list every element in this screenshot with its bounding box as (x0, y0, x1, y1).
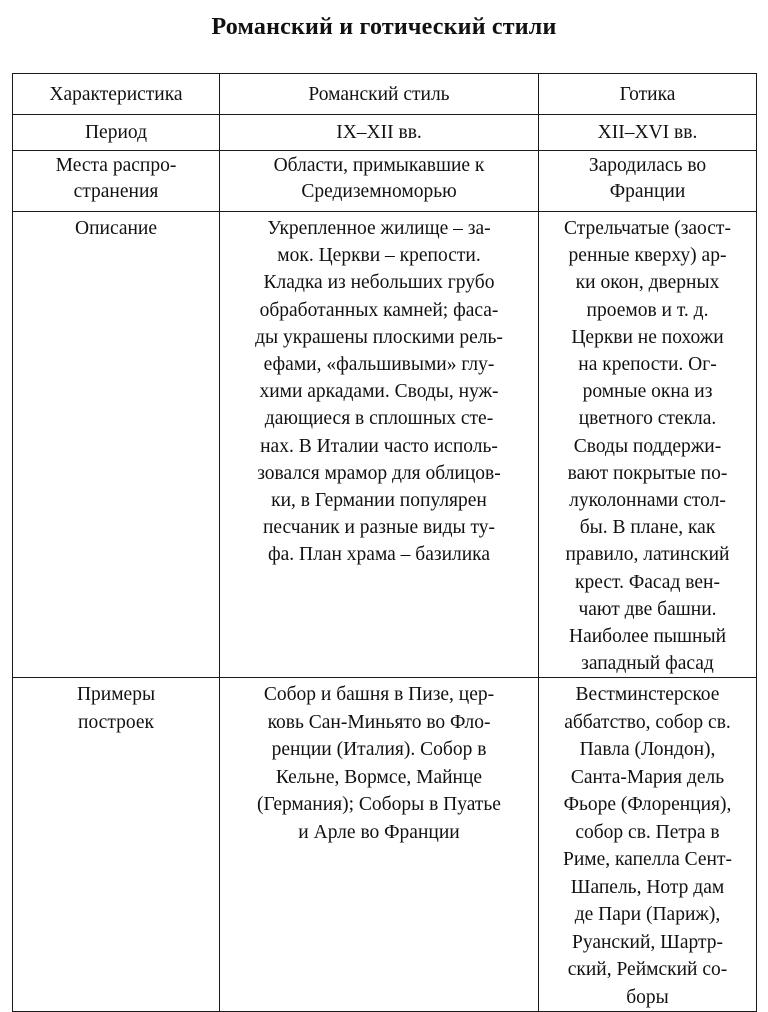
table-header-row (13, 74, 757, 115)
text-line: ромные окна из (582, 381, 713, 403)
text-line: и Арле во Франции (298, 821, 460, 843)
text-line: Наиболее пышный (568, 626, 727, 648)
text-line: ефами, «фальшивыми» глу- (263, 354, 495, 376)
description-romanesque (220, 212, 539, 678)
text-line: ренции (Италия). Собор в (271, 739, 487, 761)
text-line: крест. Фасад вен- (575, 571, 720, 593)
text-line: Риме, капелла Сент- (562, 849, 733, 871)
text-line: чают две башни. (578, 598, 717, 620)
text-line: зовался мрамор для облицов- (257, 462, 501, 484)
text-line: обработанных камней; фаса- (259, 299, 499, 321)
period-gothic: XII–XVI вв. (539, 115, 757, 151)
text-line: хими аркадами. Своды, нуж- (259, 381, 499, 403)
text-line: бы. В плане, как (579, 517, 716, 539)
text-line: дающиеся в сплошных сте- (264, 408, 494, 430)
description-label: Описание (13, 212, 220, 678)
table-row-examples (13, 678, 757, 1012)
text-line: вают покрытые по- (567, 462, 728, 484)
places-romanesque (220, 151, 539, 212)
table-row-period (13, 115, 757, 151)
text-line: ды украшены плоскими рель- (255, 326, 503, 348)
text-line: построек (78, 711, 154, 733)
text-line: Павла (Лондон), (579, 739, 716, 761)
text-line: нах. В Италии часто исполь- (260, 435, 498, 457)
text-line: песчаник и разные виды ту- (262, 517, 496, 539)
header-gothic: Готика (539, 74, 757, 115)
text-line: Шапель, Нотр дам (570, 876, 725, 898)
header-characteristic: Характеристика (13, 74, 220, 115)
description-gothic (539, 212, 757, 678)
text-line: Кельне, Вормсе, Майнце (275, 766, 483, 788)
text-line: цветного стекла. (578, 408, 717, 430)
text-line: Фьоре (Флоренция), (563, 794, 732, 816)
text-line: правило, латинский (565, 544, 730, 566)
text-line: Церкви не похожи (571, 326, 724, 348)
text-line: Примеры (76, 684, 156, 706)
examples-label (13, 678, 220, 1012)
text-line: луколоннами стол- (569, 490, 726, 512)
text-line: Франции (609, 181, 686, 202)
text-line: западный фасад (581, 653, 714, 675)
text-line: боры (626, 986, 669, 1008)
text-line: Места распро- (55, 155, 177, 176)
text-line: странения (73, 181, 159, 202)
text-line: мок. Церкви – крепости. (277, 245, 481, 267)
text-line: ский, Реймский со- (567, 959, 728, 981)
text-line: на крепости. Ог- (578, 354, 717, 376)
table-row-description (13, 212, 757, 678)
text-line: ковь Сан-Миньято во Фло- (267, 711, 491, 733)
text-line: ки окон, дверных (575, 272, 720, 294)
text-line: фа. План храма – базилика (267, 544, 491, 566)
text-line: собор св. Петра в (575, 821, 720, 843)
examples-gothic (539, 678, 757, 1012)
table-row-places (13, 151, 757, 212)
text-line: де Пари (Париж), (574, 904, 721, 926)
text-line: ки, в Германии популярен (271, 490, 487, 512)
text-line: ренные кверху) ар- (568, 245, 727, 267)
text-line: Зародилась во (588, 155, 707, 176)
text-line: проемов и т. д. (586, 299, 709, 321)
comparison-table (12, 73, 757, 1012)
text-line: Руанский, Шартр- (571, 931, 723, 953)
text-line: аббатство, собор св. (564, 711, 731, 733)
text-line: Укрепленное жилище – за- (267, 218, 491, 239)
text-line: Собор и башня в Пизе, цер- (263, 684, 495, 706)
places-gothic (539, 151, 757, 212)
text-line: Области, примыкавшие к (273, 155, 485, 176)
header-romanesque: Романский стиль (220, 74, 539, 115)
examples-romanesque (220, 678, 539, 1012)
period-romanesque: IX–XII вв. (220, 115, 539, 151)
page-title: Романский и готический стили (211, 14, 557, 40)
text-line: Вестминстерское (575, 684, 720, 706)
text-line: Стрельчатые (заост- (564, 218, 731, 239)
text-line: Своды поддержи- (573, 435, 722, 457)
text-line: Средиземноморью (301, 181, 457, 202)
text-line: (Германия); Соборы в Пуатье (257, 794, 501, 816)
period-label: Период (13, 115, 220, 151)
places-label (13, 151, 220, 212)
text-line: Кладка из небольших грубо (263, 272, 495, 294)
text-line: Санта-Мария дель (570, 766, 725, 788)
